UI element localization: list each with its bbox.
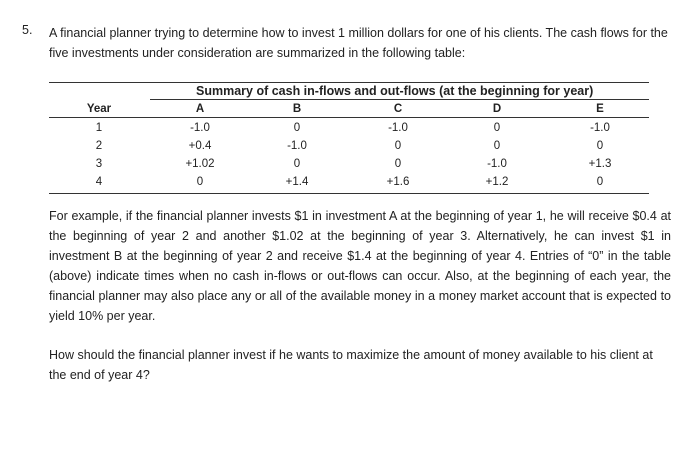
table-cell-b: 0 bbox=[293, 158, 301, 170]
table-top-rule bbox=[49, 82, 649, 83]
table-cell-c: +1.6 bbox=[386, 176, 410, 188]
column-header-year: Year bbox=[86, 103, 112, 115]
table-cell-b: -1.0 bbox=[287, 140, 307, 152]
table-cell-e: -1.0 bbox=[590, 122, 610, 134]
title-under-rule bbox=[150, 99, 649, 100]
table-cell-d: 0 bbox=[493, 122, 501, 134]
table-cell-e: 0 bbox=[596, 140, 604, 152]
problem-intro: A financial planner trying to determine how to invest 1 million dollars for one of his clients. The cash flows for the five investments under consideration are summarized in the following table: bbox=[49, 26, 668, 60]
table-cell-c: 0 bbox=[394, 140, 402, 152]
question-number: 5. bbox=[22, 23, 33, 37]
column-header-b: B bbox=[292, 103, 302, 115]
table-cell-a: +0.4 bbox=[188, 140, 212, 152]
column-header-c: C bbox=[393, 103, 403, 115]
year-cell: 4 bbox=[95, 176, 103, 188]
year-cell: 3 bbox=[95, 158, 103, 170]
column-header-a: A bbox=[195, 103, 205, 115]
table-cell-e: +1.3 bbox=[588, 158, 612, 170]
table-cell-a: +1.02 bbox=[185, 158, 215, 170]
table-bottom-rule bbox=[49, 193, 649, 194]
table-cell-d: -1.0 bbox=[487, 158, 507, 170]
table-title: Summary of cash in-flows and out-flows (at the beginning for year) bbox=[196, 84, 594, 98]
question-paragraph: How should the financial planner invest if he wants to maximize the amount of money available to his client at the end of year 4? bbox=[49, 348, 653, 382]
header-under-rule bbox=[49, 117, 649, 118]
table-cell-a: 0 bbox=[196, 176, 204, 188]
table-cell-c: -1.0 bbox=[388, 122, 408, 134]
table-cell-e: 0 bbox=[596, 176, 604, 188]
example-paragraph: For example, if the financial planner invests $1 in investment A at the beginning of year 1, he will receive $0.4 at the beginning of year 2 and another $1.02 at the beginning of year 3. Alternatively, he can invest $1 in investment B at the beginning of year 2 and receive $1.4 at the beginning of year 4. Entries of “0” in the table (above) indicate times when no cash in-flows or out-flows can occur. Also, at the beginning of each year, the financial planner may also place any or all of the available money in a money market account that is expected to yield 10% per year. bbox=[49, 209, 671, 323]
year-cell: 1 bbox=[95, 122, 103, 134]
table-cell-d: 0 bbox=[493, 140, 501, 152]
column-header-e: E bbox=[596, 103, 604, 115]
table-cell-d: +1.2 bbox=[485, 176, 509, 188]
table-cell-b: +1.4 bbox=[285, 176, 309, 188]
table-cell-a: -1.0 bbox=[190, 122, 210, 134]
table-cell-b: 0 bbox=[293, 122, 301, 134]
cash-flow-table bbox=[49, 82, 649, 194]
table-cell-c: 0 bbox=[394, 158, 402, 170]
year-cell: 2 bbox=[95, 140, 103, 152]
column-header-d: D bbox=[492, 103, 502, 115]
